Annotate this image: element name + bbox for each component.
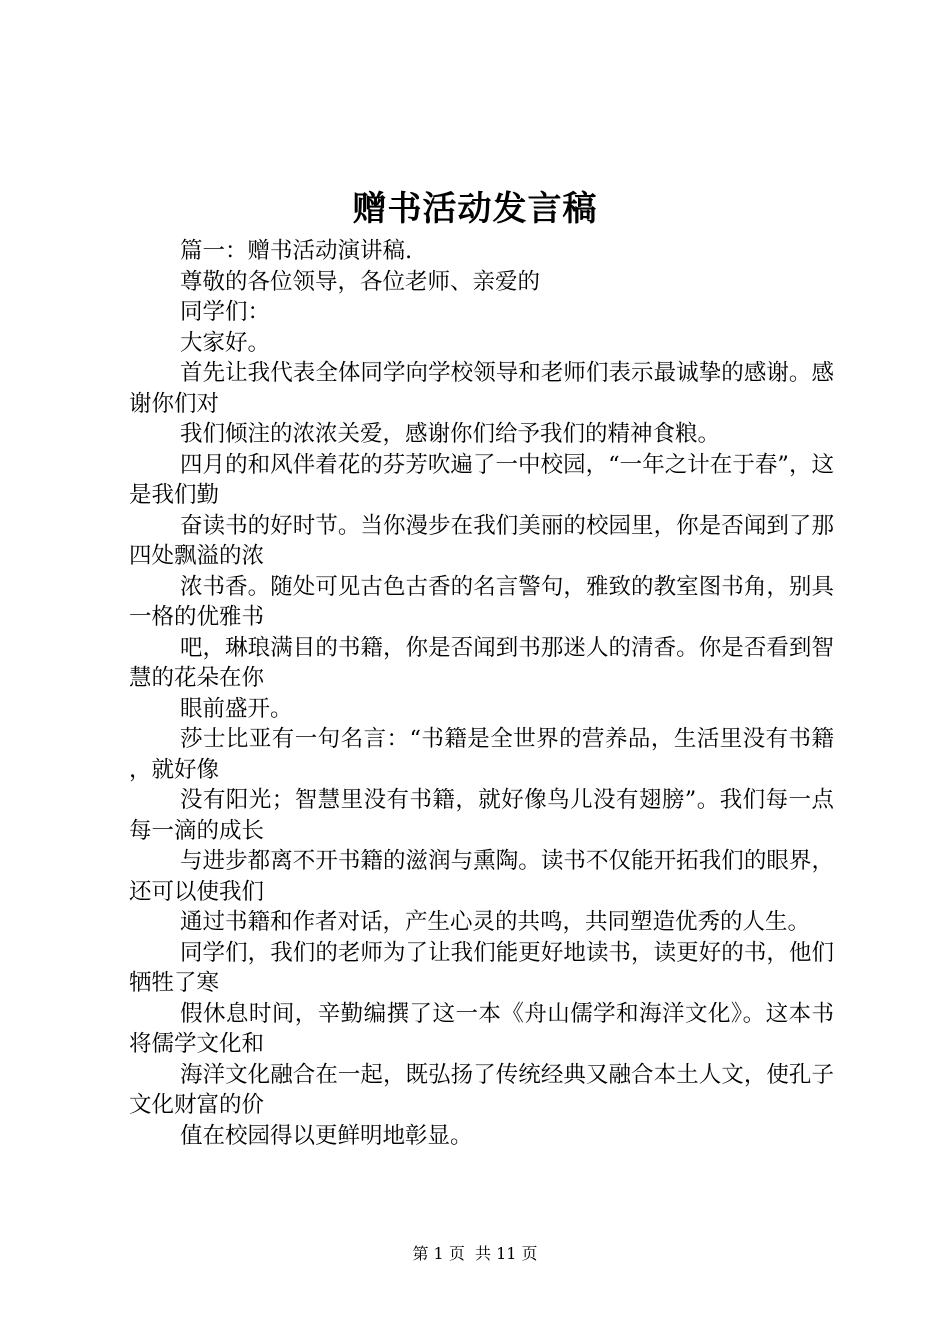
- paragraph-9: 浓书香。随处可见古色古香的名言警句，雅致的教室图书角，别具一格的优雅书: [129, 573, 834, 630]
- document-body: [129, 236, 834, 1151]
- paragraph-17: 假休息时间，辛勤编撰了这一本《舟山儒学和海洋文化》。这本书将儒学文化和: [129, 1000, 834, 1057]
- paragraph-8: 奋读书的好时节。当你漫步在我们美丽的校园里，你是否闻到了那四处飘溢的浓: [129, 512, 834, 569]
- paragraph-11: 眼前盛开。: [180, 695, 293, 722]
- paragraph-3: 同学们：: [180, 299, 271, 325]
- paragraph-12: 莎士比亚有一句名言：“书籍是全世界的营养品，生活里没有书籍，就好像: [129, 726, 834, 783]
- page-footer: [0, 1242, 950, 1266]
- document-title: 赠书活动发言稿: [352, 189, 598, 229]
- paragraph-4: 大家好。: [180, 329, 271, 356]
- paragraph-10: 吧，琳琅满目的书籍，你是否闻到书那迷人的清香。你是否看到智慧的花朵在你: [129, 634, 834, 691]
- paragraph-14: 与进步都离不开书籍的滋润与熏陶。读书不仅能开拓我们的眼界，还可以使我们: [129, 848, 834, 905]
- paragraph-5: 首先让我代表全体同学向学校领导和老师们表示最诚挚的感谢。感谢你们对: [129, 360, 834, 417]
- paragraph-18: 海洋文化融合在一起，既弘扬了传统经典又融合本土人文，使孔子文化财富的价: [129, 1061, 834, 1118]
- paragraph-2: 尊敬的各位领导，各位老师、亲爱的: [180, 268, 541, 295]
- paragraph-1: 篇一：赠书活动演讲稿.: [180, 238, 413, 264]
- paragraph-15: 通过书籍和作者对话，产生心灵的共鸣，共同塑造优秀的人生。: [180, 909, 811, 935]
- paragraph-16: 同学们，我们的老师为了让我们能更好地读书，读更好的书，他们牺牲了寒: [129, 939, 834, 996]
- paragraph-6: 我们倾注的浓浓关爱，感谢你们给予我们的精神食粮。: [180, 421, 721, 447]
- paragraph-13: 没有阳光；智慧里没有书籍，就好像鸟儿没有翅膀”。我们每一点每一滴的成长: [129, 787, 834, 844]
- paragraph-7: 四月的和风伴着花的芬芳吹遍了一中校园，“一年之计在于春”，这是我们勤: [129, 451, 834, 508]
- paragraph-19: 值在校园得以更鲜明地彰显。: [180, 1122, 473, 1149]
- page-number-label: 第 1 页 共 11 页: [412, 1244, 538, 1263]
